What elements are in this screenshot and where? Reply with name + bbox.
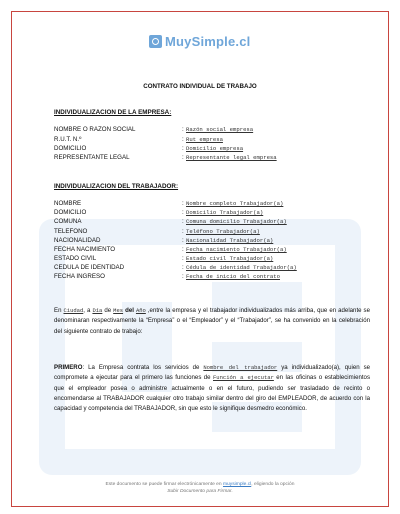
brand-name: MuySimple.cl <box>165 34 251 49</box>
field-colon: : <box>182 126 184 133</box>
field-value: Cédula de identidad Trabajador(a) <box>186 264 297 271</box>
field-colon: : <box>182 154 184 161</box>
clause-label: PRIMERO <box>54 364 83 371</box>
footer-instruction: Subir Documento para Firmar. <box>167 489 233 494</box>
month-placeholder: Mes <box>113 307 124 314</box>
year-placeholder: Año <box>135 307 146 314</box>
field-label: ESTADO CIVIL <box>54 255 97 262</box>
field-value: Razón social empresa <box>186 126 254 133</box>
city-placeholder: Ciudad <box>63 307 84 314</box>
empresa-heading: INDIVIDUALIZACION DE LA EMPRESA: <box>54 109 172 116</box>
field-label: DOMICILIO <box>54 209 87 216</box>
field-label: NACIONALIDAD <box>54 237 101 244</box>
day-placeholder: Día <box>92 307 103 314</box>
brand-logo <box>149 34 250 49</box>
field-colon: : <box>182 218 184 225</box>
field-label: DOMICILIO <box>54 145 87 152</box>
job-function-placeholder: Función a ejecutar <box>213 374 274 382</box>
brand-logo-icon <box>149 35 162 48</box>
field-label: FECHA NACIMIENTO <box>54 246 116 253</box>
field-value: Teléfono Trabajador(a) <box>186 228 260 235</box>
field-value: Representante legal empresa <box>186 154 277 161</box>
field-value: Estado civil Trabajador(a) <box>186 255 274 262</box>
field-label: COMUNA <box>54 218 82 225</box>
field-colon: : <box>182 264 184 271</box>
field-colon: : <box>182 273 184 280</box>
field-colon: : <box>182 209 184 216</box>
field-label: REPRESENTANTE LEGAL <box>54 154 130 161</box>
document-title: CONTRATO INDIVIDUAL DE TRABAJO <box>143 83 257 90</box>
field-label: NOMBRE O RAZON SOCIAL <box>54 126 136 133</box>
field-value: Fecha de inicio del contrato <box>186 273 280 280</box>
field-value: Domicilio Trabajador(a) <box>186 209 264 216</box>
field-value: Fecha nacimiento Trabajador(a) <box>186 246 287 253</box>
trabajador-heading: INDIVIDUALIZACION DEL TRABAJADOR: <box>54 183 179 190</box>
field-colon: : <box>182 200 184 207</box>
field-colon: : <box>182 145 184 152</box>
field-value: Nacionalidad Trabajador(a) <box>186 237 274 244</box>
field-colon: : <box>182 228 184 235</box>
field-colon: : <box>182 136 184 143</box>
field-colon: : <box>182 255 184 262</box>
intro-paragraph: En Ciudad, a Día de Mes del Año ,entre la empresa y el trabajador individualizados más arriba, que en adelante se denominaran respectivamente la “Empresa” o el “Empleador” y el “Trabajador”, se ha convenido en la celebración del siguiente contrato de trabajo: <box>54 307 370 335</box>
clause-primero: PRIMERO: La Empresa contrata los servicios de Nombre del trabajador ya individualizado(a), quien se compromete a ejecutar para el primero las funciones de Función a ejecutar en las oficinas o establecimientos que el empleador posea o administre actualmente o en el futuro, pudiendo ser trasladado de recinto o encomendarse al TRABAJADOR cualquier otro trabajo similar dentro del giro del EMPLEADOR, de acuerdo con la capacidad y competencia del TRABAJADOR, sin que esto le signifique desmedro económico. <box>54 364 371 413</box>
field-value: Comuna domicilio Trabajador(a) <box>186 218 287 225</box>
field-value: Nombre completo Trabajador(a) <box>186 200 284 207</box>
field-label: TELEFONO <box>54 228 88 235</box>
footer-link[interactable]: muysimple.cl <box>222 482 252 487</box>
field-label: CEDULA DE IDENTIDAD <box>54 264 125 271</box>
document-page <box>11 11 389 507</box>
worker-name-placeholder: Nombre del trabajador <box>203 364 278 371</box>
field-label: NOMBRE <box>54 200 82 207</box>
field-colon: : <box>182 237 184 244</box>
field-label: R.U.T. N.º <box>54 136 82 143</box>
footer-note: Este documento se puede firmar electrónicamente en muysimple.cl, eligiendo la opción Subir Documento para Firmar. <box>105 482 295 494</box>
field-colon: : <box>182 246 184 253</box>
field-label: FECHA INGRESO <box>54 273 105 280</box>
field-value: Rut empresa <box>186 136 223 143</box>
field-value: Domicilio empresa <box>186 145 244 152</box>
